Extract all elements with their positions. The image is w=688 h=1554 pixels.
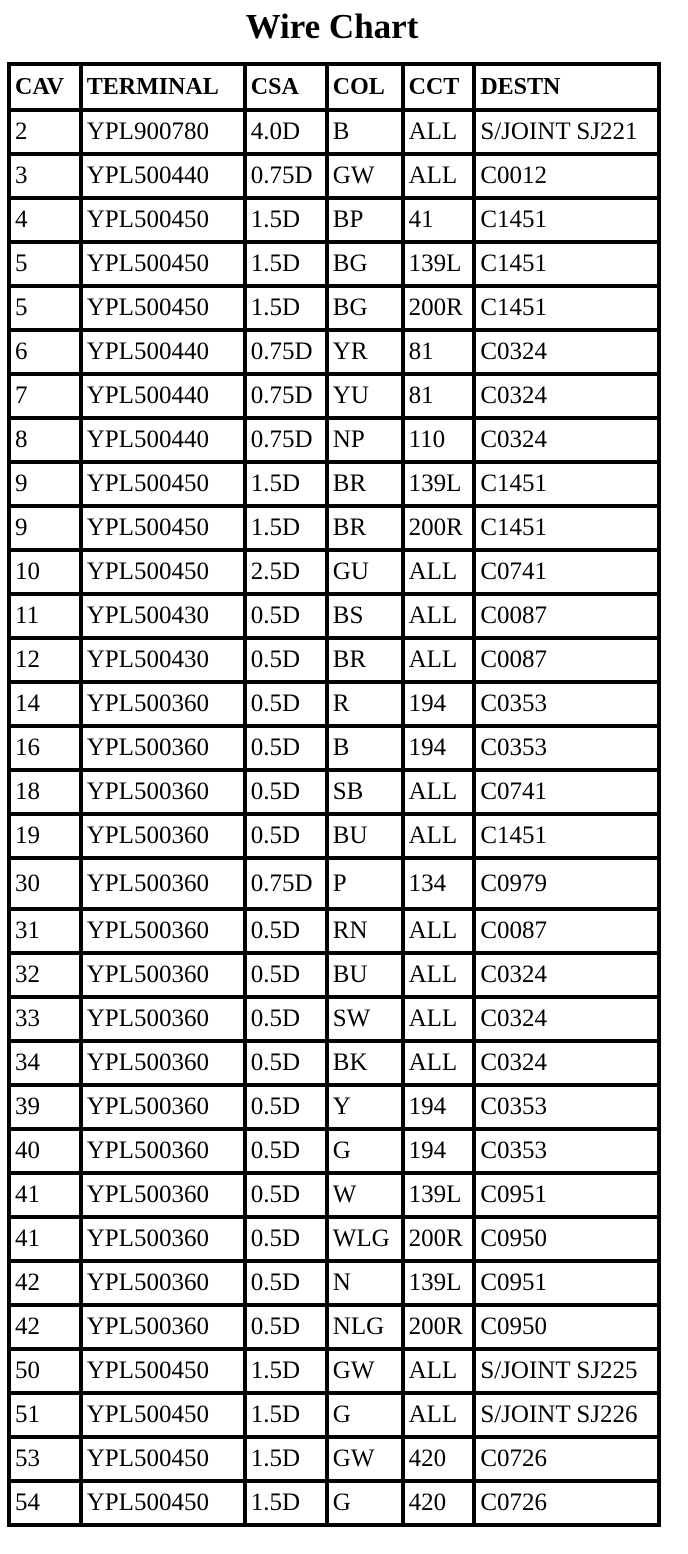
cell-cav: 41 bbox=[11, 1175, 79, 1215]
cell-csa: 1.5D bbox=[247, 1351, 325, 1391]
cell-destn: C1451 bbox=[476, 508, 657, 548]
cell-cct: 194 bbox=[405, 728, 473, 768]
cell-col: Y bbox=[329, 1087, 401, 1127]
cell-col: NP bbox=[329, 420, 401, 460]
table-row bbox=[11, 244, 657, 284]
column-header-cav: CAV bbox=[11, 66, 79, 108]
cell-cct: ALL bbox=[405, 911, 473, 951]
cell-cav: 51 bbox=[11, 1395, 79, 1435]
cell-cct: ALL bbox=[405, 1043, 473, 1083]
cell-terminal: YPL500360 bbox=[83, 728, 243, 768]
table-row bbox=[11, 1395, 657, 1435]
cell-col: BG bbox=[329, 244, 401, 284]
cell-cct: ALL bbox=[405, 640, 473, 680]
cell-csa: 0.5D bbox=[247, 1175, 325, 1215]
cell-col: BR bbox=[329, 640, 401, 680]
cell-destn: C0726 bbox=[476, 1439, 657, 1479]
table-row bbox=[11, 772, 657, 812]
cell-cav: 4 bbox=[11, 200, 79, 240]
cell-csa: 1.5D bbox=[247, 1395, 325, 1435]
cell-destn: C0012 bbox=[476, 156, 657, 196]
cell-csa: 1.5D bbox=[247, 288, 325, 328]
table-row bbox=[11, 816, 657, 856]
cell-col: GW bbox=[329, 1439, 401, 1479]
cell-col: SB bbox=[329, 772, 401, 812]
cell-cav: 11 bbox=[11, 596, 79, 636]
cell-csa: 0.75D bbox=[247, 332, 325, 372]
cell-terminal: YPL500450 bbox=[83, 288, 243, 328]
cell-cct: ALL bbox=[405, 999, 473, 1039]
cell-cct: 81 bbox=[405, 376, 473, 416]
cell-destn: C1451 bbox=[476, 244, 657, 284]
cell-cav: 19 bbox=[11, 816, 79, 856]
cell-destn: C0087 bbox=[476, 640, 657, 680]
cell-terminal: YPL500360 bbox=[83, 1043, 243, 1083]
cell-destn: C0950 bbox=[476, 1307, 657, 1347]
table-row bbox=[11, 508, 657, 548]
cell-destn: C0951 bbox=[476, 1263, 657, 1303]
cell-cct: ALL bbox=[405, 552, 473, 592]
cell-terminal: YPL500360 bbox=[83, 1131, 243, 1171]
header-row bbox=[11, 66, 657, 108]
cell-cav: 34 bbox=[11, 1043, 79, 1083]
cell-col: BR bbox=[329, 464, 401, 504]
table-row bbox=[11, 332, 657, 372]
table-row bbox=[11, 1263, 657, 1303]
cell-cct: 194 bbox=[405, 1131, 473, 1171]
cell-terminal: YPL500440 bbox=[83, 156, 243, 196]
cell-col: WLG bbox=[329, 1219, 401, 1259]
cell-cct: 420 bbox=[405, 1439, 473, 1479]
table-row bbox=[11, 288, 657, 328]
cell-csa: 1.5D bbox=[247, 200, 325, 240]
cell-destn: C0979 bbox=[476, 860, 657, 907]
cell-csa: 0.5D bbox=[247, 1219, 325, 1259]
cell-terminal: YPL500440 bbox=[83, 332, 243, 372]
cell-cav: 41 bbox=[11, 1219, 79, 1259]
cell-col: RN bbox=[329, 911, 401, 951]
cell-cct: ALL bbox=[405, 955, 473, 995]
cell-cav: 5 bbox=[11, 288, 79, 328]
cell-terminal: YPL500440 bbox=[83, 376, 243, 416]
cell-csa: 1.5D bbox=[247, 464, 325, 504]
cell-terminal: YPL500450 bbox=[83, 1483, 243, 1523]
cell-col: BU bbox=[329, 955, 401, 995]
cell-cct: 110 bbox=[405, 420, 473, 460]
cell-cct: 194 bbox=[405, 684, 473, 724]
cell-col: BR bbox=[329, 508, 401, 548]
cell-col: BK bbox=[329, 1043, 401, 1083]
cell-terminal: YPL500360 bbox=[83, 1307, 243, 1347]
table-row bbox=[11, 1043, 657, 1083]
cell-cav: 32 bbox=[11, 955, 79, 995]
table-row bbox=[11, 911, 657, 951]
cell-destn: C0324 bbox=[476, 420, 657, 460]
cell-terminal: YPL500360 bbox=[83, 911, 243, 951]
cell-cct: 134 bbox=[405, 860, 473, 907]
table-row bbox=[11, 596, 657, 636]
cell-destn: C0324 bbox=[476, 1043, 657, 1083]
cell-cct: 139L bbox=[405, 464, 473, 504]
cell-destn: C0324 bbox=[476, 332, 657, 372]
cell-col: YR bbox=[329, 332, 401, 372]
cell-terminal: YPL500430 bbox=[83, 596, 243, 636]
cell-terminal: YPL500450 bbox=[83, 1351, 243, 1391]
table-row bbox=[11, 420, 657, 460]
cell-cav: 42 bbox=[11, 1263, 79, 1303]
cell-cct: 139L bbox=[405, 244, 473, 284]
table-row bbox=[11, 728, 657, 768]
table-row bbox=[11, 1439, 657, 1479]
cell-col: BU bbox=[329, 816, 401, 856]
cell-csa: 0.5D bbox=[247, 999, 325, 1039]
cell-destn: S/JOINT SJ221 bbox=[476, 112, 657, 152]
cell-col: GU bbox=[329, 552, 401, 592]
cell-destn: S/JOINT SJ226 bbox=[476, 1395, 657, 1435]
cell-cct: ALL bbox=[405, 1395, 473, 1435]
cell-terminal: YPL500450 bbox=[83, 1439, 243, 1479]
table-row bbox=[11, 1351, 657, 1391]
cell-col: BP bbox=[329, 200, 401, 240]
cell-cct: ALL bbox=[405, 156, 473, 196]
cell-csa: 0.5D bbox=[247, 1307, 325, 1347]
cell-cct: 200R bbox=[405, 1307, 473, 1347]
wire-chart-table bbox=[7, 62, 661, 1527]
cell-terminal: YPL500360 bbox=[83, 1219, 243, 1259]
cell-csa: 0.5D bbox=[247, 1043, 325, 1083]
cell-destn: C1451 bbox=[476, 288, 657, 328]
table-row bbox=[11, 999, 657, 1039]
cell-destn: C0353 bbox=[476, 1087, 657, 1127]
cell-terminal: YPL500360 bbox=[83, 1087, 243, 1127]
cell-csa: 0.75D bbox=[247, 156, 325, 196]
cell-csa: 1.5D bbox=[247, 1483, 325, 1523]
cell-terminal: YPL500450 bbox=[83, 508, 243, 548]
cell-destn: C0741 bbox=[476, 552, 657, 592]
cell-csa: 0.5D bbox=[247, 816, 325, 856]
cell-cav: 18 bbox=[11, 772, 79, 812]
cell-col: R bbox=[329, 684, 401, 724]
table-row bbox=[11, 640, 657, 680]
cell-csa: 0.5D bbox=[247, 728, 325, 768]
cell-destn: C0951 bbox=[476, 1175, 657, 1215]
cell-cav: 33 bbox=[11, 999, 79, 1039]
column-header-destn: DESTN bbox=[476, 66, 657, 108]
table-row bbox=[11, 1307, 657, 1347]
cell-destn: C0324 bbox=[476, 955, 657, 995]
cell-cav: 6 bbox=[11, 332, 79, 372]
cell-destn: C0324 bbox=[476, 376, 657, 416]
cell-cct: 194 bbox=[405, 1087, 473, 1127]
cell-col: GW bbox=[329, 1351, 401, 1391]
cell-csa: 2.5D bbox=[247, 552, 325, 592]
cell-col: W bbox=[329, 1175, 401, 1215]
cell-cav: 2 bbox=[11, 112, 79, 152]
column-header-csa: CSA bbox=[247, 66, 325, 108]
cell-terminal: YPL500360 bbox=[83, 684, 243, 724]
cell-terminal: YPL500360 bbox=[83, 955, 243, 995]
cell-cav: 53 bbox=[11, 1439, 79, 1479]
cell-col: G bbox=[329, 1131, 401, 1171]
cell-csa: 0.5D bbox=[247, 1263, 325, 1303]
cell-terminal: YPL500360 bbox=[83, 816, 243, 856]
cell-csa: 0.75D bbox=[247, 420, 325, 460]
cell-cct: ALL bbox=[405, 596, 473, 636]
table-row bbox=[11, 1219, 657, 1259]
cell-cav: 3 bbox=[11, 156, 79, 196]
cell-col: N bbox=[329, 1263, 401, 1303]
cell-destn: C0353 bbox=[476, 728, 657, 768]
cell-cav: 7 bbox=[11, 376, 79, 416]
cell-cav: 42 bbox=[11, 1307, 79, 1347]
table-row bbox=[11, 156, 657, 196]
cell-destn: C0726 bbox=[476, 1483, 657, 1523]
cell-cav: 16 bbox=[11, 728, 79, 768]
cell-col: G bbox=[329, 1395, 401, 1435]
cell-cav: 39 bbox=[11, 1087, 79, 1127]
cell-cav: 12 bbox=[11, 640, 79, 680]
table-row bbox=[11, 955, 657, 995]
cell-destn: C0087 bbox=[476, 911, 657, 951]
cell-cct: ALL bbox=[405, 772, 473, 812]
cell-destn: C1451 bbox=[476, 200, 657, 240]
cell-csa: 0.5D bbox=[247, 684, 325, 724]
table-row bbox=[11, 860, 657, 907]
cell-csa: 0.5D bbox=[247, 955, 325, 995]
cell-terminal: YPL500450 bbox=[83, 1395, 243, 1435]
column-header-col: COL bbox=[329, 66, 401, 108]
cell-col: YU bbox=[329, 376, 401, 416]
cell-terminal: YPL500360 bbox=[83, 1263, 243, 1303]
cell-csa: 0.5D bbox=[247, 772, 325, 812]
cell-terminal: YPL500430 bbox=[83, 640, 243, 680]
cell-cav: 30 bbox=[11, 860, 79, 907]
cell-cct: 200R bbox=[405, 508, 473, 548]
cell-cct: 200R bbox=[405, 288, 473, 328]
cell-csa: 0.5D bbox=[247, 1131, 325, 1171]
cell-cct: 139L bbox=[405, 1263, 473, 1303]
table-row bbox=[11, 1131, 657, 1171]
cell-terminal: YPL500450 bbox=[83, 200, 243, 240]
cell-csa: 1.5D bbox=[247, 508, 325, 548]
cell-col: BS bbox=[329, 596, 401, 636]
cell-col: P bbox=[329, 860, 401, 907]
cell-terminal: YPL500450 bbox=[83, 552, 243, 592]
cell-csa: 1.5D bbox=[247, 1439, 325, 1479]
cell-destn: C0353 bbox=[476, 1131, 657, 1171]
cell-terminal: YPL500360 bbox=[83, 772, 243, 812]
cell-cct: ALL bbox=[405, 112, 473, 152]
cell-col: BG bbox=[329, 288, 401, 328]
cell-cct: 139L bbox=[405, 1175, 473, 1215]
cell-terminal: YPL500360 bbox=[83, 860, 243, 907]
cell-cav: 8 bbox=[11, 420, 79, 460]
cell-cct: ALL bbox=[405, 1351, 473, 1391]
column-header-terminal: TERMINAL bbox=[83, 66, 243, 108]
cell-cct: 81 bbox=[405, 332, 473, 372]
cell-cav: 54 bbox=[11, 1483, 79, 1523]
cell-terminal: YPL500450 bbox=[83, 464, 243, 504]
cell-cav: 9 bbox=[11, 464, 79, 504]
cell-col: NLG bbox=[329, 1307, 401, 1347]
table-row bbox=[11, 1175, 657, 1215]
cell-col: B bbox=[329, 112, 401, 152]
cell-col: B bbox=[329, 728, 401, 768]
cell-terminal: YPL500440 bbox=[83, 420, 243, 460]
cell-terminal: YPL500360 bbox=[83, 999, 243, 1039]
cell-destn: C0950 bbox=[476, 1219, 657, 1259]
cell-cct: ALL bbox=[405, 816, 473, 856]
cell-terminal: YPL500360 bbox=[83, 1175, 243, 1215]
cell-destn: C0353 bbox=[476, 684, 657, 724]
cell-csa: 1.5D bbox=[247, 244, 325, 284]
table-row bbox=[11, 376, 657, 416]
table-row bbox=[11, 200, 657, 240]
cell-destn: C1451 bbox=[476, 816, 657, 856]
cell-csa: 0.5D bbox=[247, 596, 325, 636]
cell-csa: 0.75D bbox=[247, 860, 325, 907]
cell-destn: C0741 bbox=[476, 772, 657, 812]
cell-csa: 0.5D bbox=[247, 911, 325, 951]
cell-cav: 40 bbox=[11, 1131, 79, 1171]
cell-csa: 0.5D bbox=[247, 1087, 325, 1127]
table-row bbox=[11, 684, 657, 724]
cell-destn: S/JOINT SJ225 bbox=[476, 1351, 657, 1391]
column-header-cct: CCT bbox=[405, 66, 473, 108]
cell-terminal: YPL900780 bbox=[83, 112, 243, 152]
cell-terminal: YPL500450 bbox=[83, 244, 243, 284]
cell-cav: 31 bbox=[11, 911, 79, 951]
table-body bbox=[11, 112, 657, 1523]
cell-cav: 10 bbox=[11, 552, 79, 592]
table-row bbox=[11, 112, 657, 152]
cell-destn: C0087 bbox=[476, 596, 657, 636]
table-row bbox=[11, 1483, 657, 1523]
cell-cav: 14 bbox=[11, 684, 79, 724]
cell-cct: 41 bbox=[405, 200, 473, 240]
cell-csa: 0.75D bbox=[247, 376, 325, 416]
cell-cav: 50 bbox=[11, 1351, 79, 1391]
page-title: Wire Chart bbox=[245, 7, 419, 46]
cell-col: SW bbox=[329, 999, 401, 1039]
cell-csa: 0.5D bbox=[247, 640, 325, 680]
cell-destn: C0324 bbox=[476, 999, 657, 1039]
table-row bbox=[11, 552, 657, 592]
cell-csa: 4.0D bbox=[247, 112, 325, 152]
cell-col: GW bbox=[329, 156, 401, 196]
cell-destn: C1451 bbox=[476, 464, 657, 504]
table-row bbox=[11, 1087, 657, 1127]
cell-cav: 9 bbox=[11, 508, 79, 548]
table-row bbox=[11, 464, 657, 504]
cell-col: G bbox=[329, 1483, 401, 1523]
cell-cav: 5 bbox=[11, 244, 79, 284]
cell-cct: 200R bbox=[405, 1219, 473, 1259]
cell-cct: 420 bbox=[405, 1483, 473, 1523]
